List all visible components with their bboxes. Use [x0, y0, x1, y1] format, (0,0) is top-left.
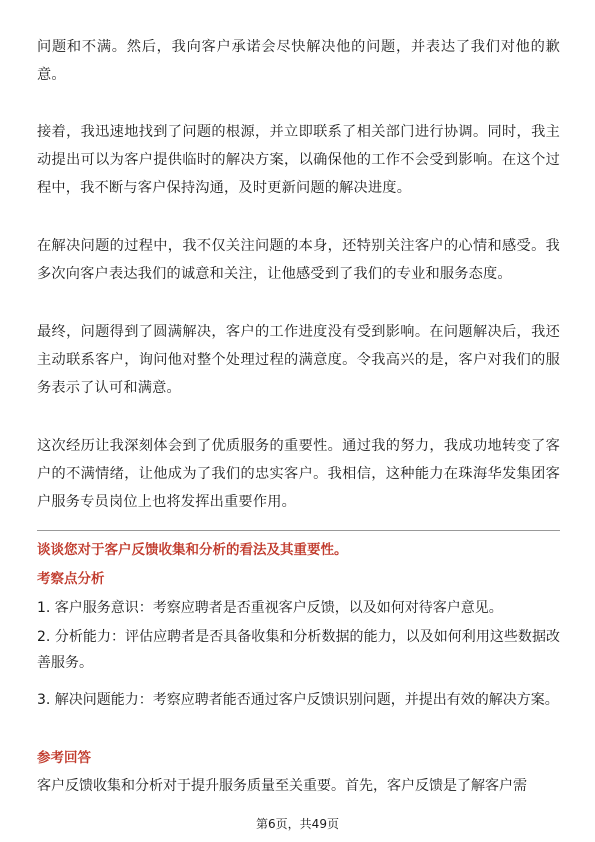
answer-text: 客户反馈收集和分析对于提升服务质量至关重要。首先，客户反馈是了解客户需 [37, 778, 527, 794]
page-number: 第6页，共49页 [256, 817, 339, 831]
body-paragraph: 在解决问题的过程中，我不仅关注问题的本身，还特别关注客户的心情和感受。我多次向客户表达我们的诚意和关注，让他感受到了我们的专业和服务态度。 [37, 238, 560, 282]
analysis-point: 2. 分析能力：评估应聘者是否具备收集和分析数据的能力，以及如何利用这些数据改善服务。 [37, 629, 560, 671]
analysis-point: 1. 客户服务意识：考察应聘者是否重视客户反馈，以及如何对待客户意见。 [37, 600, 503, 616]
analysis-heading: 考察点分析 [37, 571, 105, 587]
body-paragraph: 最终，问题得到了圆满解决，客户的工作进度没有受到影响。在问题解决后，我还主动联系客户，询问他对整个处理过程的满意度。令我高兴的是，客户对我们的服务表示了认可和满意。 [37, 324, 560, 396]
analysis-point: 3. 解决问题能力：考察应聘者能否通过客户反馈识别问题，并提出有效的解决方案。 [37, 692, 559, 708]
question-title: 谈谈您对于客户反馈收集和分析的看法及其重要性。 [37, 542, 348, 558]
body-paragraph: 这次经历让我深刻体会到了优质服务的重要性。通过我的努力，我成功地转变了客户的不满情绪，让他成为了我们的忠实客户。我相信，这种能力在珠海华发集团客户服务专员岗位上也将发挥出重要作用。 [37, 438, 560, 510]
body-paragraph: 接着，我迅速地找到了问题的根源，并立即联系了相关部门进行协调。同时，我主动提出可以为客户提供临时的解决方案，以确保他的工作不会受到影响。在这个过程中，我不断与客户保持沟通，及时更新问题的解决进度。 [37, 124, 560, 196]
body-paragraph: 问题和不满。然后，我向客户承诺会尽快解决他的问题，并表达了我们对他的歉意。 [37, 39, 560, 83]
answer-heading: 参考回答 [37, 750, 91, 766]
section-divider [37, 530, 560, 531]
